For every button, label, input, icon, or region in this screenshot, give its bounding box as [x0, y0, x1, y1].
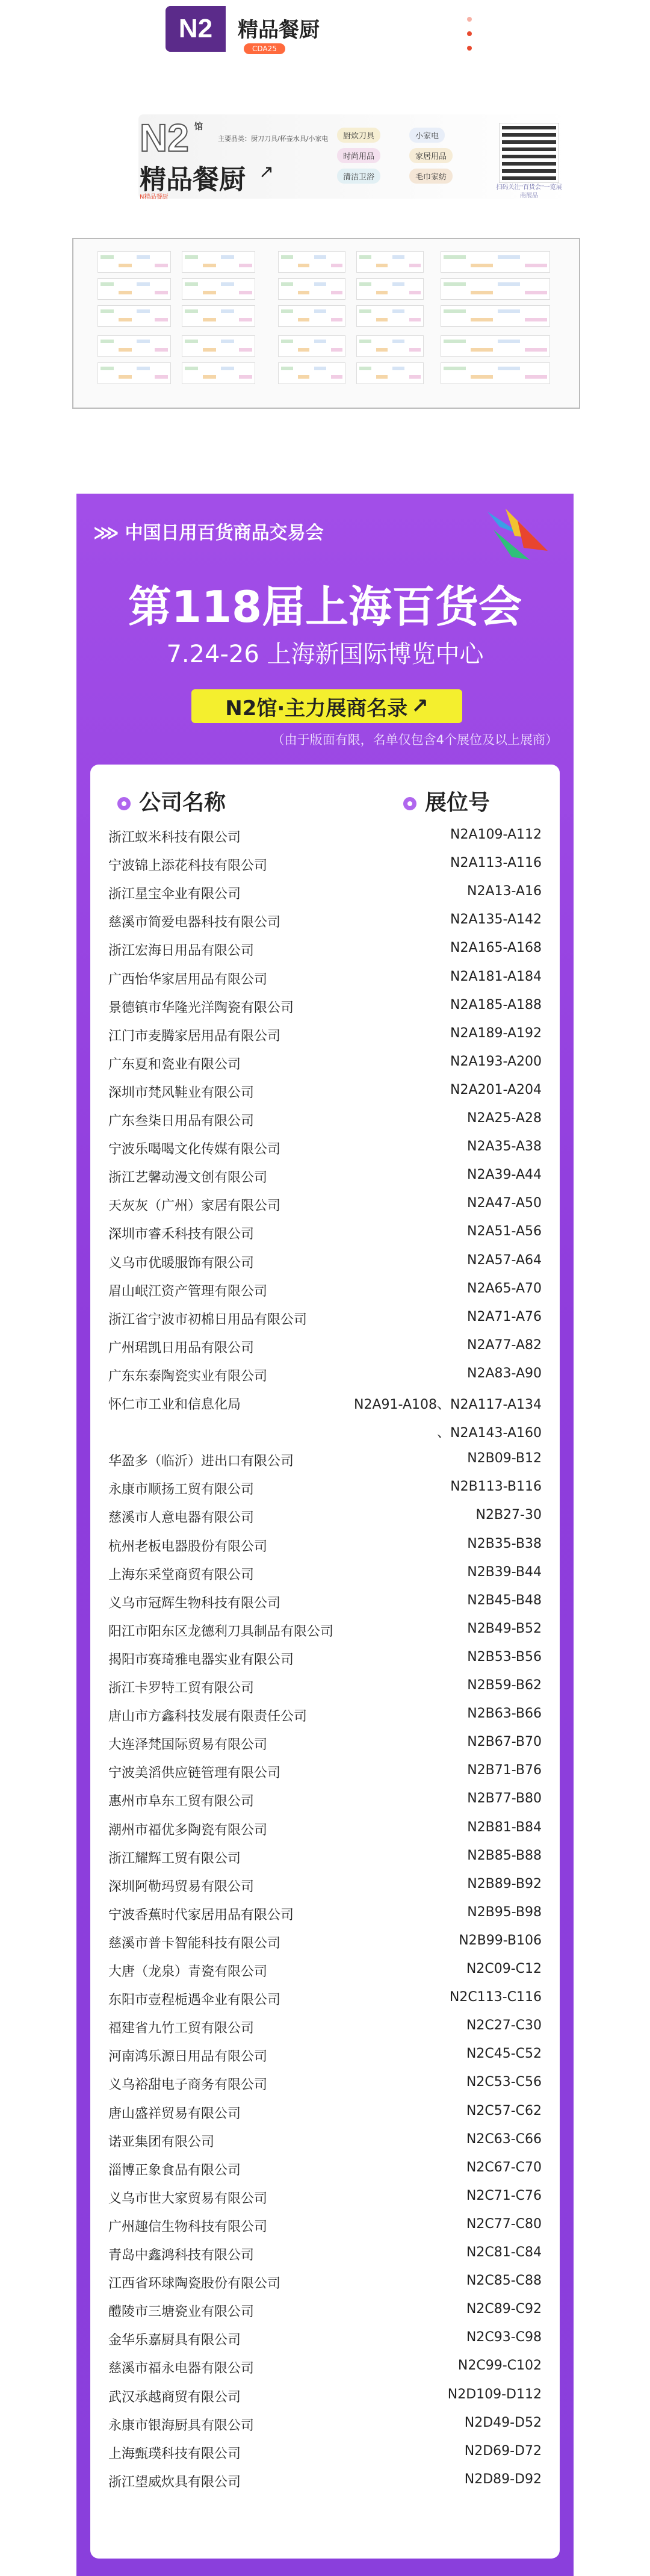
dot — [467, 17, 472, 22]
column-header-booth-text: 展位号 — [425, 790, 491, 815]
table-row — [108, 2472, 542, 2500]
company-name: 永康市顺扬工贸有限公司 — [108, 1482, 255, 1498]
list-note: （由于版面有限，名单仅包含4个展位及以上展商） — [271, 733, 558, 747]
hall-banner-code-small: 馆 — [194, 122, 203, 132]
company-name: 惠州市阜东工贸有限公司 — [108, 1794, 255, 1810]
table-row — [108, 2301, 542, 2330]
table-row — [108, 1791, 542, 1819]
booth-number: N2C63-C66 — [466, 2131, 542, 2147]
dot — [467, 31, 472, 36]
booth-number: N2A189-A192 — [450, 1025, 542, 1041]
booth-number: N2A13-A16 — [467, 884, 542, 899]
table-row — [108, 2245, 542, 2273]
booth-number: N2C71-C76 — [466, 2188, 542, 2203]
company-name: 江西省环球陶瓷股份有限公司 — [108, 2276, 281, 2292]
booth-number: N2A71-A76 — [467, 1309, 542, 1324]
booth-block — [278, 362, 345, 384]
table-row — [108, 2046, 542, 2075]
banner-text: N2馆·主力展商名录 — [225, 696, 408, 721]
booth-number: N2C45-C52 — [466, 2046, 542, 2062]
booth-number: N2C27-C30 — [466, 2018, 542, 2034]
floor-plan — [72, 238, 580, 409]
company-name: 浙江艺馨动漫文创有限公司 — [108, 1170, 268, 1186]
company-name: 武汉承越商贸有限公司 — [108, 2389, 241, 2405]
company-name: 慈溪市简爱电器科技有限公司 — [108, 915, 281, 931]
table-row — [108, 1196, 542, 1224]
company-name: 宁波乐喝喝文化传媒有限公司 — [108, 1142, 281, 1158]
category-tag: 时尚用品 — [337, 148, 380, 163]
booth-block — [98, 251, 171, 273]
booth-number: N2C93-C98 — [466, 2330, 542, 2345]
company-name: 浙江省宁波市初棉日用品有限公司 — [108, 1312, 308, 1327]
booth-number: N2A35-A38 — [467, 1139, 542, 1155]
company-name: 宁波美滔供应链管理有限公司 — [108, 1766, 281, 1781]
booth-block — [182, 335, 255, 357]
bullet-icon — [117, 797, 131, 810]
hall-banner-name: 精品餐厨 — [140, 164, 246, 195]
table-row — [108, 855, 542, 884]
category-tag: 厨炊刀具 — [337, 128, 380, 143]
company-name: 景德镇市华隆光洋陶瓷有限公司 — [108, 1000, 294, 1016]
table-row — [108, 1281, 542, 1309]
booth-block — [356, 362, 424, 384]
category-tag: 小家电 — [409, 128, 445, 143]
company-name: 揭阳市赛琦雅电器实业有限公司 — [108, 1652, 294, 1668]
booth-number: N2B49-B52 — [467, 1621, 542, 1636]
table-row — [108, 1253, 542, 1281]
table-row — [108, 2160, 542, 2188]
booth-number: N2D89-D92 — [464, 2471, 542, 2487]
fair-logo-icon — [481, 503, 554, 569]
table-row — [108, 1734, 542, 1763]
booth-number: N2A165-A168 — [450, 940, 542, 956]
booth-number: N2B63-B66 — [467, 1706, 542, 1722]
hall-banner-desc: 主要品类：厨刀刀具/杯壶水具/小家电 — [218, 135, 329, 143]
booth-block — [441, 305, 550, 327]
booth-block — [356, 335, 424, 357]
company-name: 阳江市阳东区龙德利刀具制品有限公司 — [108, 1624, 334, 1639]
qr-caption: 扫码关注"百货会"一览展商展品 — [496, 184, 562, 199]
booth-number: N2B85-B88 — [467, 1848, 542, 1863]
company-name: 浙江望威炊具有限公司 — [108, 2474, 241, 2490]
booth-block — [182, 251, 255, 273]
booth-number: N2A181-A184 — [450, 969, 542, 984]
table-row — [108, 1366, 542, 1394]
table-row — [108, 2273, 542, 2301]
booth-number: N2B39-B44 — [467, 1564, 542, 1580]
table-row — [108, 940, 542, 969]
column-header-company-text: 公司名称 — [139, 790, 226, 815]
table-row — [108, 827, 542, 855]
table-row — [108, 912, 542, 940]
table-row — [108, 1507, 542, 1536]
hall-banner-code: N2 — [140, 116, 189, 160]
brand-name — [93, 518, 324, 544]
booth-number: N2B67-B70 — [467, 1734, 542, 1750]
company-name: 浙江蚁米科技有限公司 — [108, 830, 241, 845]
company-name: 浙江耀辉工贸有限公司 — [108, 1851, 241, 1866]
booth-number: N2B71-B76 — [467, 1763, 542, 1778]
table-row — [108, 1848, 542, 1876]
company-name: 江门市麦腾家居用品有限公司 — [108, 1028, 281, 1044]
booth-block — [98, 278, 171, 300]
table-row — [108, 1054, 542, 1082]
booth-number: N2A185-A188 — [450, 997, 542, 1013]
table-row — [108, 2075, 542, 2103]
table-row — [108, 1536, 542, 1565]
company-name: 宁波香蕉时代家居用品有限公司 — [108, 1907, 294, 1923]
table-row — [108, 1593, 542, 1621]
booth-number: N2D109-D112 — [447, 2386, 542, 2402]
dot — [467, 46, 472, 51]
table-row — [108, 1876, 542, 1905]
category-tag: 清洁卫浴 — [337, 169, 380, 184]
table-row — [108, 2217, 542, 2245]
table-row — [108, 1026, 542, 1054]
company-name: 杭州老板电器股份有限公司 — [108, 1539, 268, 1554]
company-name: 广东叁柒日用品有限公司 — [108, 1114, 255, 1129]
qr-code-icon — [500, 123, 559, 182]
exhibitor-list-banner — [191, 689, 462, 723]
table-row — [108, 1820, 542, 1848]
company-name: 慈溪市人意电器有限公司 — [108, 1510, 255, 1526]
company-name: 河南鸿乐源日用品有限公司 — [108, 2049, 268, 2065]
booth-block — [441, 278, 550, 300]
table-row — [108, 1621, 542, 1650]
table-row — [108, 1139, 542, 1167]
booth-block — [182, 305, 255, 327]
booth-block — [98, 305, 171, 327]
company-name: 浙江星宝伞业有限公司 — [108, 887, 241, 902]
booth-number: N2C67-C70 — [466, 2159, 542, 2175]
company-name: 广州珺凯日用品有限公司 — [108, 1340, 255, 1356]
booth-block — [182, 362, 255, 384]
column-header-company — [117, 786, 226, 816]
table-row — [108, 2444, 542, 2472]
booth-block — [441, 335, 550, 357]
company-name: 深圳阿勒玛贸易有限公司 — [108, 1879, 255, 1895]
booth-number: N2B35-B38 — [467, 1536, 542, 1551]
table-row — [108, 1961, 542, 1990]
booth-number: N2C89-C92 — [466, 2301, 542, 2317]
booth-number: N2A57-A64 — [467, 1252, 542, 1268]
table-row — [108, 1678, 542, 1706]
table-row — [108, 2358, 542, 2386]
table-row — [108, 2132, 542, 2160]
table-row — [108, 1763, 542, 1791]
booth-number: N2A39-A44 — [467, 1167, 542, 1183]
table-row — [108, 1905, 542, 1933]
booth-number: N2B53-B56 — [467, 1649, 542, 1665]
company-name: 广州趣信生物科技有限公司 — [108, 2219, 268, 2235]
company-name: 唐山盛祥贸易有限公司 — [108, 2106, 241, 2121]
hall-code-badge: N2 — [166, 6, 226, 52]
booth-number: N2B99-B106 — [459, 1932, 542, 1948]
booth-number: N2A47-A50 — [467, 1196, 542, 1211]
company-name: 大唐（龙泉）青瓷有限公司 — [108, 1964, 268, 1979]
booth-block — [98, 362, 171, 384]
booth-block — [278, 251, 345, 273]
table-row — [108, 969, 542, 998]
company-name: 宁波锦上添花科技有限公司 — [108, 858, 268, 874]
booth-number: N2C09-C12 — [466, 1961, 542, 1976]
table-row — [108, 1423, 542, 1451]
booth-block — [278, 278, 345, 300]
company-name: 永康市银海厨具有限公司 — [108, 2418, 255, 2433]
hall-sub-tag: CDA25 — [244, 43, 285, 54]
booth-number: N2A109-A112 — [450, 827, 542, 842]
table-row — [108, 1167, 542, 1196]
table-row — [108, 1990, 542, 2018]
company-name: 天灰灰（广州）家居有限公司 — [108, 1199, 281, 1214]
company-name: 慈溪市福永电器有限公司 — [108, 2361, 255, 2377]
company-name: 金华乐嘉厨具有限公司 — [108, 2333, 241, 2348]
booth-block — [278, 335, 345, 357]
company-name: 义乌市世大家贸易有限公司 — [108, 2191, 268, 2206]
company-name: 深圳市梵风鞋业有限公司 — [108, 1085, 255, 1100]
company-name: 上海甄璞科技有限公司 — [108, 2446, 241, 2462]
booth-block — [441, 362, 550, 384]
company-name: 广东东泰陶瓷实业有限公司 — [108, 1368, 268, 1384]
table-row — [108, 1451, 542, 1479]
table-row — [108, 2188, 542, 2217]
company-name: 淄博正象食品有限公司 — [108, 2162, 241, 2178]
booth-number: N2C81-C84 — [466, 2245, 542, 2260]
booth-number: N2A51-A56 — [467, 1224, 542, 1240]
arrow-icon: ↗ — [411, 694, 429, 718]
booth-number: N2B95-B98 — [467, 1904, 542, 1920]
pagination-dots — [467, 17, 472, 60]
booth-number: N2C77-C80 — [466, 2216, 542, 2232]
booth-number: N2B09-B12 — [467, 1451, 542, 1466]
poster-title: 第118届上海百货会 — [128, 582, 522, 632]
table-row — [108, 1309, 542, 1338]
company-name: 诺亚集团有限公司 — [108, 2134, 215, 2150]
booth-number: N2B77-B80 — [467, 1791, 542, 1807]
booth-number: N2A91-A108、N2A117-A134 — [354, 1397, 542, 1412]
hall-title: 精品餐厨 — [238, 18, 320, 42]
table-row — [108, 1933, 542, 1961]
booth-number: N2C57-C62 — [466, 2103, 542, 2118]
table-row — [108, 1338, 542, 1366]
table-row — [108, 1479, 542, 1507]
booth-block — [356, 278, 424, 300]
company-name: 醴陵市三塘瓷业有限公司 — [108, 2304, 255, 2320]
booth-number: N2A77-A82 — [467, 1337, 542, 1353]
table-row — [108, 1224, 542, 1252]
table-row — [108, 1111, 542, 1139]
hall-banner-tag: N精品餐厨 — [140, 194, 169, 200]
arrow-icon: ↗ — [259, 161, 274, 182]
booth-block — [441, 251, 550, 273]
booth-number: N2B81-B84 — [467, 1819, 542, 1835]
table-row — [108, 1650, 542, 1678]
company-name: 义乌裕甜电子商务有限公司 — [108, 2078, 268, 2093]
table-row — [108, 2387, 542, 2415]
company-name: 潮州市福优多陶瓷有限公司 — [108, 1822, 268, 1838]
category-tag: 毛巾家纺 — [409, 169, 453, 184]
company-name: 上海东采堂商贸有限公司 — [108, 1567, 255, 1583]
table-row — [108, 2103, 542, 2132]
booth-number: N2B27-30 — [475, 1507, 542, 1523]
booth-number: N2C113-C116 — [449, 1990, 542, 2005]
table-row — [108, 1565, 542, 1593]
date-venue: 7.24-26 上海新国际博览中心 — [166, 641, 484, 668]
booth-number: N2D69-D72 — [464, 2443, 542, 2459]
booth-number: N2A65-A70 — [467, 1280, 542, 1296]
booth-number: 、N2A143-A160 — [437, 1426, 542, 1441]
booth-block — [98, 335, 171, 357]
table-row — [108, 998, 542, 1026]
booth-number: N2C99-C102 — [457, 2358, 542, 2374]
company-name: 广东夏和瓷业有限公司 — [108, 1057, 241, 1072]
company-name: 义乌市优暖服饰有限公司 — [108, 1255, 255, 1271]
booth-number: N2A113-A116 — [450, 855, 542, 871]
company-name: 福建省九竹工贸有限公司 — [108, 2021, 255, 2037]
booth-number: N2B89-B92 — [467, 1876, 542, 1892]
company-name: 慈溪市普卡智能科技有限公司 — [108, 1935, 281, 1951]
booth-block — [356, 251, 424, 273]
booth-block — [182, 278, 255, 300]
booth-number: N2B59-B62 — [467, 1678, 542, 1693]
company-name: 眉山岷江资产管理有限公司 — [108, 1283, 268, 1299]
table-row — [108, 2330, 542, 2358]
booth-number: N2A201-A204 — [450, 1082, 542, 1097]
booth-number: N2C85-C88 — [466, 2273, 542, 2289]
brand-logo-icon: ⋙ — [93, 523, 119, 544]
booth-number: N2D49-D52 — [464, 2415, 542, 2430]
table-row — [108, 2018, 542, 2046]
booth-number: N2A83-A90 — [467, 1365, 542, 1381]
company-name: 浙江卡罗特工贸有限公司 — [108, 1681, 255, 1696]
table-row — [108, 1394, 542, 1423]
company-name: 浙江宏海日用品有限公司 — [108, 943, 255, 959]
booth-block — [278, 305, 345, 327]
table-row — [108, 1706, 542, 1734]
booth-number: N2A25-A28 — [467, 1111, 542, 1126]
booth-number: N2B45-B48 — [467, 1592, 542, 1608]
bullet-icon — [403, 797, 416, 810]
booth-number: N2A135-A142 — [450, 912, 542, 928]
table-row — [108, 1082, 542, 1111]
company-name: 青岛中鑫鸿科技有限公司 — [108, 2248, 255, 2263]
booth-block — [356, 305, 424, 327]
company-name: 深圳市睿禾科技有限公司 — [108, 1227, 255, 1243]
booth-number: N2A193-A200 — [450, 1054, 542, 1069]
column-header-booth — [403, 786, 490, 816]
company-name: 怀仁市工业和信息化局 — [108, 1397, 241, 1412]
company-name: 广西怡华家居用品有限公司 — [108, 972, 268, 987]
company-name: 唐山市方鑫科技发展有限责任公司 — [108, 1709, 308, 1725]
brand-text: 中国日用百货商品交易会 — [125, 523, 324, 544]
category-tag: 家居用品 — [409, 148, 453, 163]
table-row — [108, 884, 542, 912]
table-row — [108, 2415, 542, 2444]
company-name: 义乌市冠辉生物科技有限公司 — [108, 1595, 281, 1611]
company-name: 大连泽梵国际贸易有限公司 — [108, 1737, 268, 1753]
booth-number: N2C53-C56 — [466, 2075, 542, 2090]
booth-number: N2B113-B116 — [450, 1479, 542, 1495]
company-name: 华盈多（临沂）进出口有限公司 — [108, 1454, 294, 1470]
company-name: 东阳市壹程栀遇伞业有限公司 — [108, 1993, 281, 2008]
